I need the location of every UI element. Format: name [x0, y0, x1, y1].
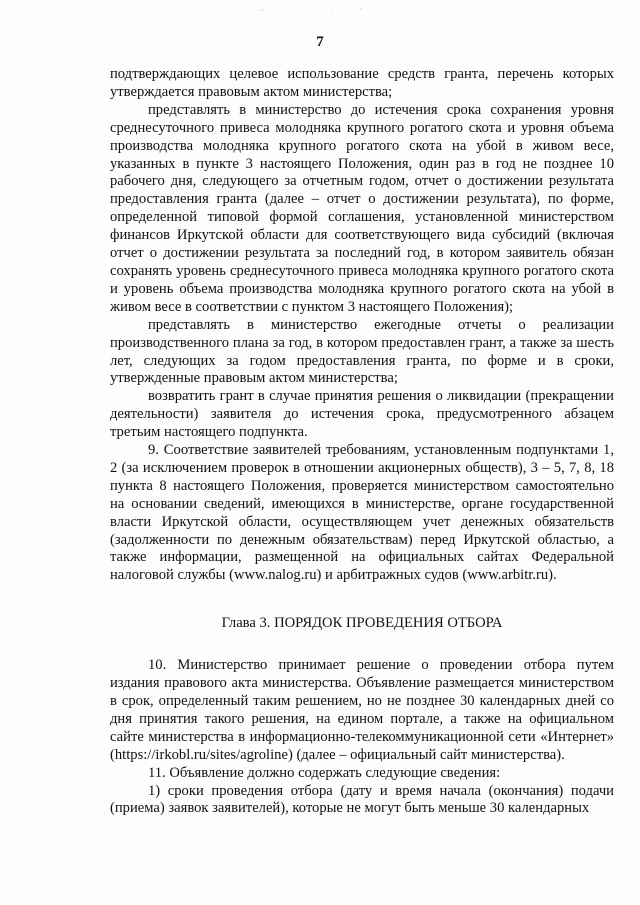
paragraph-subitem-1: 1) сроки проведения отбора (дату и время начала (окончания) подачи (приема) заявок заявителей), которые не могут быть меньше 30 календарных — [110, 782, 614, 817]
paragraph-continuation: подтверждающих целевое использование средств гранта, перечень которых утверждается правовым актом министерства; — [110, 66, 614, 100]
paragraph-annual-reports: представлять в министерство ежегодные отчеты о реализации производственного плана за год, в котором предоставлен грант, а также за шесть лет, следующих за годом предоставления гранта, по форме и в сроки, утвержденные правовым актом министерства; — [110, 316, 614, 387]
paragraph-item-9: 9. Соответствие заявителей требованиям, установленным подпунктами 1, 2 (за исключением проверок в отношении акционерных обществ), 3 – 5, 7, 8, 18 пункта 8 настоящего Положения, проверяется министерством самостоятельно на основании сведений, имеющихся в министерстве, органе государственной власти Иркутской области, осуществляющем учет денежных обязательств (задолженности по денежным обязательствам) перед Иркутской областью, а также информации, размещенной на официальных сайтах Федеральной налоговой службы (www.nalog.ru) и арбитражных судов (www.arbitr.ru). — [110, 442, 614, 584]
paragraph-report-results: представлять в министерство до истечения срока сохранения уровня среднесуточного привеса молодняка крупного рогатого скота и уровня объема производства молодняка крупного рогатого скота на убой в живом весе, указанных в пункте 3 настоящего Положения, один раз в год не позднее 10 рабочего дня, следующего за отчетным годом, отчет о достижении результата предоставления гранта (далее – отчет о достижении результата), по форме, определенной типовой формой соглашения, установленной министерством финансов Иркутской области для соответствующего вида субсидий (включая отчет о достижении результата за последний год, в котором заявитель обязан сохранять уровень среднесуточного привеса молодняка крупного рогатого скота и уровень объема производства молодняка крупного рогатого скота на убой в живом весе в соответствии с пунктом 3 настоящего Положения); — [110, 101, 614, 315]
paragraph-item-10: 10. Министерство принимает решение о проведении отбора путем издания правового акта министерства. Объявление размещается министерством в срок, определенный таким решением, но не позднее 30 календарных дней со дня принятия такого решения, на едином портале, а также на официальном сайте министерства в информационно-телекоммуникационной сети «Интернет» (https://irkobl.ru/sites/agroline) (далее – официальный сайт министерства). — [110, 657, 614, 763]
scan-artifact — [258, 6, 368, 14]
page-number: 7 — [316, 34, 324, 50]
chapter-heading: Глава 3. ПОРЯДОК ПРОВЕДЕНИЯ ОТБОРА — [221, 615, 503, 632]
document-body — [110, 66, 614, 818]
paragraph-item-11: 11. Объявление должно содержать следующие сведения: — [148, 764, 501, 781]
paragraph-return-grant: возвратить грант в случае принятия решения о ликвидации (прекращении деятельности) заявителя до истечения срока, предусмотренного абзацем третьим настоящего подпункта. — [110, 388, 614, 441]
